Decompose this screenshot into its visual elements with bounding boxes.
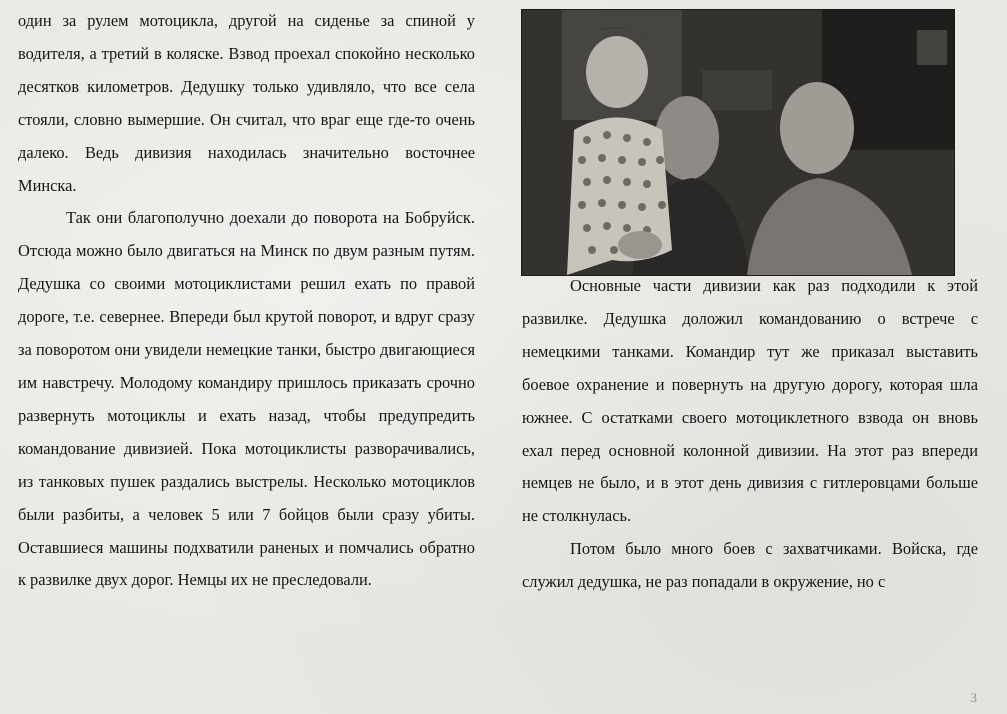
paragraph: Потом было много боев с захватчиками. Войска, где служил дедушка, не раз попадали в окружение, но с — [522, 539, 978, 592]
paragraph: Так они благополучно доехали до поворота на Бобруйск. Отсюда можно было двигаться на Минск по двум разным путям. Дедушка со своими мотоциклистами решил ехать по правой дороге, т.е. севернее. Впереди был крутой поворот, и вдруг сразу за поворотом они увидели немецкие танки, быстро двигающиеся им навстречу. Молодому командиру пришлось приказать срочно развернуть мотоциклы и ехать назад, чтобы предупредить командование дивизией. Пока мотоциклисты разворачивались, из танковых пушек раздались выстрелы. Несколько мотоциклов были разбиты, а человек 5 или 7 бойцов были сразу убиты. Оставшиеся машины подхватили раненых и помчались обратно к развилке двух дорог. Немцы их не преследовали. — [18, 208, 475, 590]
family-photo — [522, 10, 954, 275]
page-number: 3 — [970, 690, 977, 705]
paragraph: один за рулем мотоцикла, другой на сиденье за спиной у водителя, а третий в коляске. Взвод проехал спокойно несколько десятков километров. Дедушку только удивляло, что все села стояли, словно вымершие. Он считал, что враг еще где-то очень далеко. Ведь дивизия находилась значительно восточнее Минска. — [18, 11, 475, 195]
right-text-column — [522, 270, 978, 599]
family-photo-drawing — [522, 10, 954, 275]
paragraph: Основные части дивизии как раз подходили к этой развилке. Дедушка доложил командованию о встрече с немецкими танками. Командир тут же приказал выставить боевое охранение и повернуть на другую дорогу, которая шла южнее. С остатками своего мотоциклетного взвода он вновь ехал перед основной колонной дивизии. На этот раз впереди немцев не было, и в этот день дивизия с гитлеровцами больше не столкнулась. — [522, 276, 978, 526]
left-text-column — [18, 5, 475, 597]
